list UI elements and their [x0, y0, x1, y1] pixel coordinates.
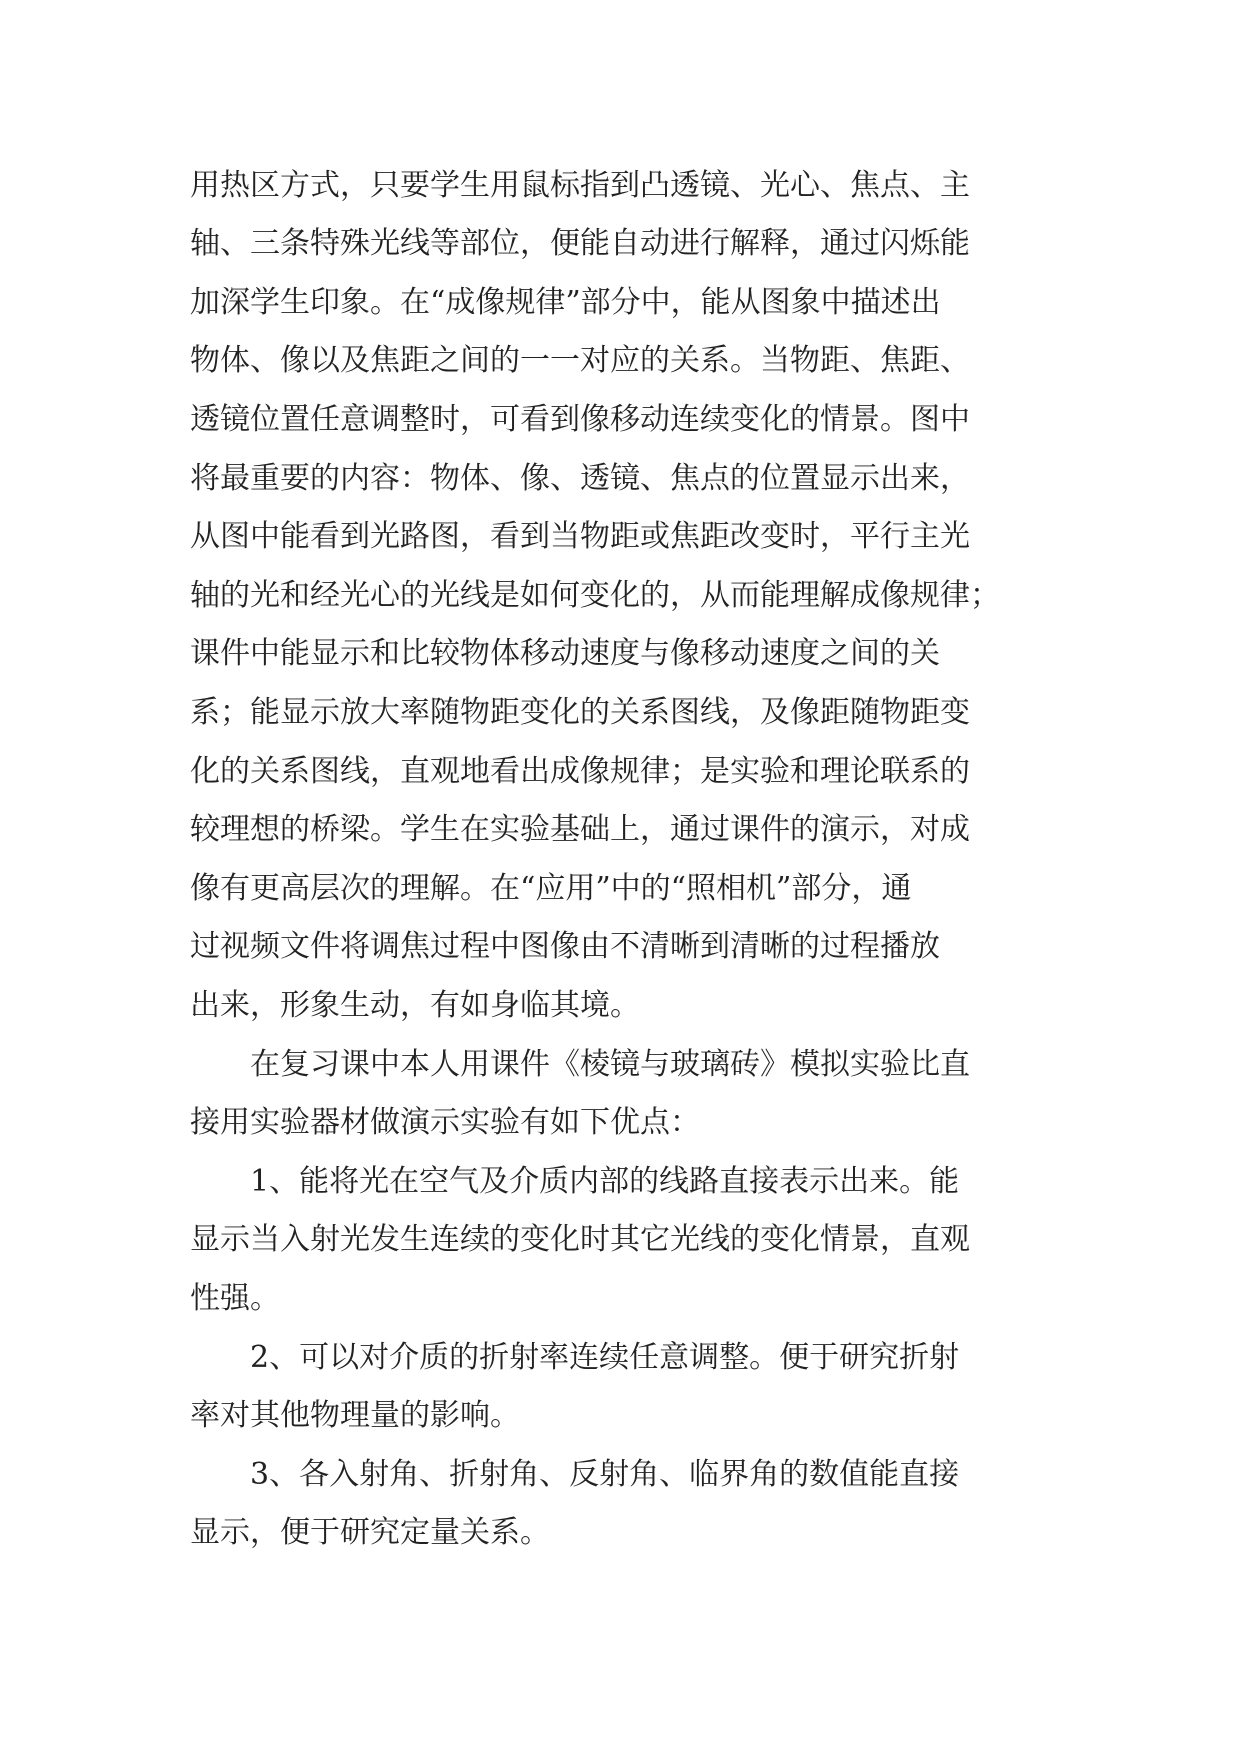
text-line: 率对其他物理量的影响。 [190, 1398, 520, 1433]
list-item-3-first-line: 3、各入射角、折射角、反射角、临界角的数值能直接 [250, 1457, 960, 1492]
text-line: 性强。 [190, 1281, 280, 1316]
text-line: 轴、三条特殊光线等部位，便能自动进行解释，通过闪烁能 [190, 226, 970, 261]
text-line: 显示，便于研究定量关系。 [190, 1515, 550, 1550]
text-line: 课件中能显示和比较物体移动速度与像移动速度之间的关 [190, 636, 940, 671]
text-line: 显示当入射光发生连续的变化时其它光线的变化情景，直观 [190, 1222, 970, 1257]
text-line: 从图中能看到光路图，看到当物距或焦距改变时，平行主光 [190, 519, 970, 554]
text-line: 用热区方式，只要学生用鼠标指到凸透镜、光心、焦点、主 [190, 168, 970, 203]
text-line: 透镜位置任意调整时，可看到像移动连续变化的情景。图中 [190, 402, 970, 437]
text-line: 系；能显示放大率随物距变化的关系图线，及像距随物距变 [190, 695, 970, 730]
text-line: 接用实验器材做演示实验有如下优点： [190, 1105, 700, 1140]
text-line: 加深学生印象。在“成像规律”部分中，能从图象中描述出 [190, 285, 941, 320]
list-item-2-first-line: 2、可以对介质的折射率连续任意调整。便于研究折射 [250, 1340, 960, 1375]
text-line: 像有更高层次的理解。在“应用”中的“照相机”部分，通 [190, 871, 912, 906]
text-line: 出来，形象生动，有如身临其境。 [190, 988, 640, 1023]
text-line: 化的关系图线，直观地看出成像规律；是实验和理论联系的 [190, 754, 970, 789]
list-item-1-first-line: 1、能将光在空气及介质内部的线路直接表示出来。能 [250, 1164, 960, 1199]
text-line: 过视频文件将调焦过程中图像由不清晰到清晰的过程播放 [190, 929, 940, 964]
text-line: 物体、像以及焦距之间的一一对应的关系。当物距、焦距、 [190, 343, 970, 378]
paragraph-first-line: 在复习课中本人用课件《棱镜与玻璃砖》模拟实验比直 [250, 1047, 970, 1082]
text-line: 将最重要的内容：物体、像、透镜、焦点的位置显示出来， [190, 461, 970, 496]
text-line: 轴的光和经光心的光线是如何变化的，从而能理解成像规律； [190, 578, 1000, 613]
text-line: 较理想的桥梁。学生在实验基础上，通过课件的演示，对成 [190, 812, 970, 847]
